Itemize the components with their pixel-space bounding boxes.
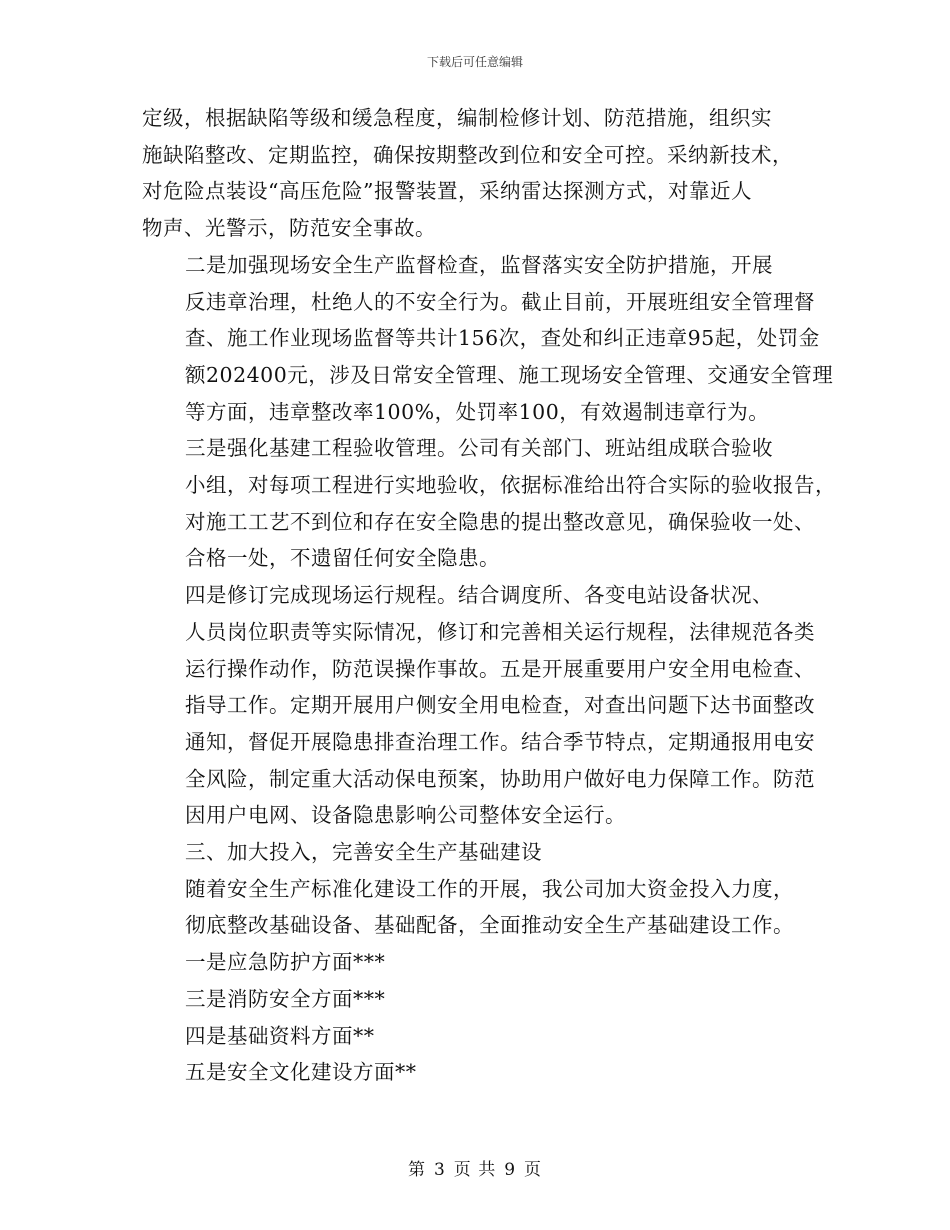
paragraph <box>142 871 814 944</box>
text-line: 因用户电网、设备隐患影响公司整体安全运行。 <box>185 803 626 828</box>
text-line: 额202400元，涉及日常安全管理、施工现场安全管理、交通安全管理 <box>185 362 834 387</box>
text-line: 查、施工作业现场监督等共计156次，查处和纠正违章95起，处罚金 <box>185 326 820 351</box>
document-body <box>142 100 836 1091</box>
text-line: 物声、光警示，防范安全事故。 <box>142 216 436 241</box>
text-line: 三、加大投入，完善安全生产基础建设 <box>185 840 542 865</box>
text-line: 随着安全生产标准化建设工作的开展，我公司加大资金投入力度， <box>185 876 794 901</box>
text-line: 等方面，违章整改率100%，处罚率100，有效遏制违章行为。 <box>185 399 770 424</box>
text-line: 四是修订完成现场运行规程。结合调度所、各变电站设备状况、 <box>185 583 773 608</box>
text-line: 对施工工艺不到位和存在安全隐患的提出整改意见，确保验收一处、 <box>185 509 815 534</box>
text-line: 运行操作动作，防范误操作事故。五是开展重要用户安全用电检查、 <box>185 656 815 681</box>
text-line: 一是应急防护方面*** <box>185 950 386 975</box>
footer-total-pages: 9 <box>504 1160 517 1180</box>
paragraph <box>142 944 814 981</box>
text-line: 施缺陷整改、定期监控，确保按期整改到位和安全可控。采纳新技术， <box>142 142 793 167</box>
text-line: 合格一处，不遗留任何安全隐患。 <box>185 546 500 571</box>
paragraph <box>142 981 814 1018</box>
text-line: 彻底整改基础设备、基础配备，全面推动安全生产基础建设工作。 <box>185 913 794 938</box>
text-line: 人员岗位职责等实际情况，修订和完善相关运行规程，法律规范各类 <box>185 619 815 644</box>
text-line: 五是安全文化建设方面** <box>185 1060 417 1085</box>
text-line: 全风险，制定重大活动保电预案，协助用户做好电力保障工作。防范 <box>185 766 815 791</box>
paragraph <box>142 1018 814 1055</box>
paragraph <box>142 1054 814 1091</box>
text-line: 通知，督促开展隐患排查治理工作。结合季节特点，定期通报用电安 <box>185 729 815 754</box>
page-footer <box>0 1155 950 1180</box>
footer-prefix: 第 <box>407 1160 426 1180</box>
paragraph <box>142 834 814 871</box>
page-header: 下载后可任意编辑 <box>426 55 523 69</box>
text-line: 三是强化基建工程验收管理。公司有关部门、班站组成联合验收 <box>185 436 773 461</box>
text-line: 反违章治理，杜绝人的不安全行为。截止目前，开展班组安全管理督 <box>185 289 815 314</box>
footer-suffix: 页 <box>524 1160 543 1180</box>
text-line: 三是消防安全方面*** <box>185 986 386 1011</box>
text-line: 二是加强现场安全生产监督检查，监督落实安全防护措施，开展 <box>185 252 773 277</box>
paragraph <box>142 577 814 834</box>
text-line: 定级，根据缺陷等级和缓急程度，编制检修计划、防范措施，组织实 <box>142 106 772 130</box>
text-line: 对危险点装设“高压危险”报警装置，采纳雷达探测方式，对靠近人 <box>142 179 752 204</box>
text-line: 小组，对每项工程进行实地验收，依据标准给出符合实际的验收报告， <box>185 473 836 498</box>
footer-page-number: 3 <box>433 1160 446 1180</box>
text-line: 四是基础资料方面** <box>185 1023 375 1048</box>
paragraph <box>142 100 814 247</box>
paragraph <box>142 430 836 577</box>
paragraph <box>142 247 834 431</box>
text-line: 指导工作。定期开展用户侧安全用电检查，对查出问题下达书面整改 <box>185 693 815 718</box>
footer-middle: 页 共 <box>453 1160 497 1180</box>
